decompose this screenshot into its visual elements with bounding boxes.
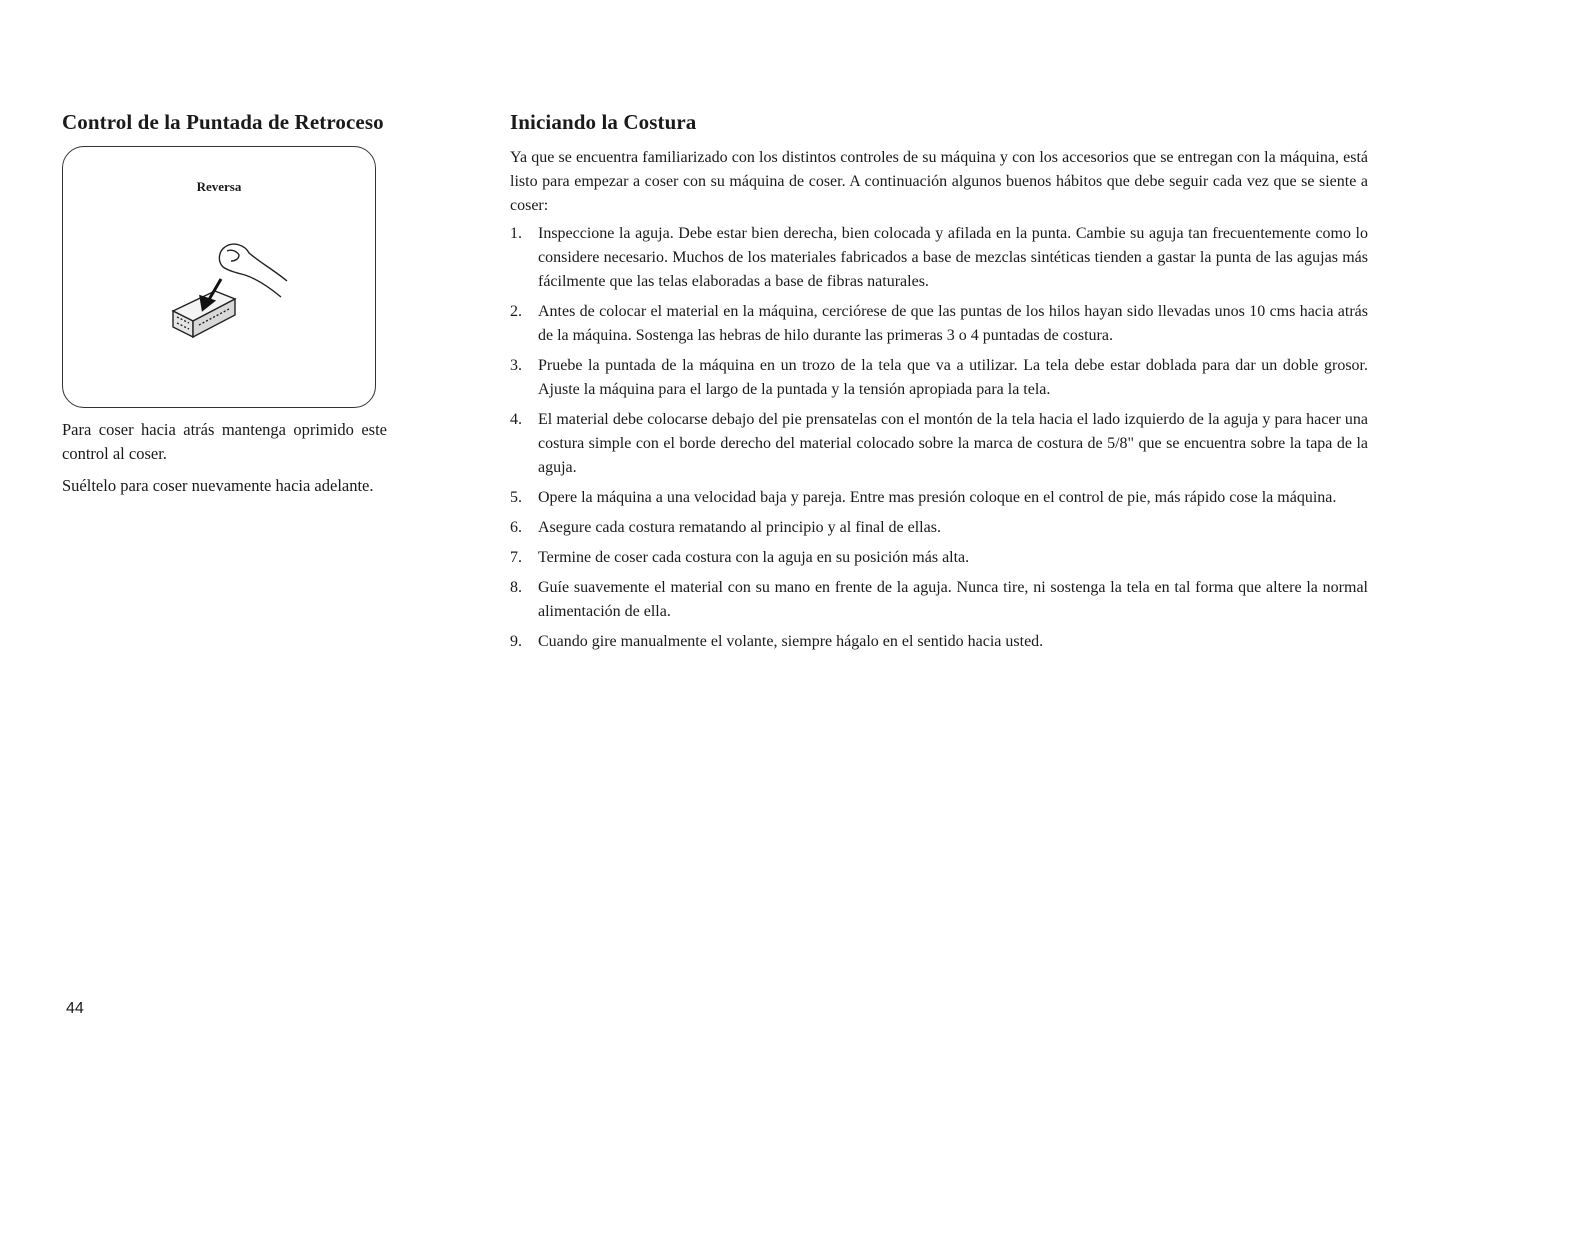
step-text: Termine de coser cada costura con la aguja en su posición más alta.: [538, 549, 970, 566]
list-item: [510, 222, 1368, 294]
step-text: El material debe colocarse debajo del pie prensatelas con el montón de la tela hacia el lado izquierdo de la aguja y para hacer una costura simple con el borde derecho del material colocado sobre la marca de costura de 5/8" que se encuentra sobre la tapa de la aguja.: [538, 411, 1368, 476]
step-number: 4.: [510, 411, 522, 428]
step-text: Pruebe la puntada de la máquina en un trozo de la tela que va a utilizar. La tela debe estar doblada para dar un doble grosor. Ajuste la máquina para el largo de la puntada y la tensión apropiada para la tela.: [538, 357, 1368, 398]
step-text: Asegure cada costura rematando al principio y al final de ellas.: [538, 519, 941, 536]
reverse-instruction-2: Suéltelo para coser nuevamente hacia adelante.: [62, 476, 374, 495]
list-item: [510, 354, 1368, 402]
list-item: [510, 576, 1368, 624]
step-text: Guíe suavemente el material con su mano en frente de la aguja. Nunca tire, ni sostenga la tela en tal forma que altere la normal alimentación de ella.: [538, 579, 1368, 620]
intro-paragraph: Ya que se encuentra familiarizado con los distintos controles de su máquina y con los accesorios que se entregan con la máquina, está listo para empezar a coser con su máquina de coser. A continuación algunos buenos hábitos que debe seguir cada vez que se siente a coser:: [510, 149, 1368, 214]
step-number: 7.: [510, 549, 522, 566]
step-number: 5.: [510, 489, 522, 506]
list-item: [510, 630, 1368, 654]
sewing-steps-list: [510, 222, 1368, 654]
step-text: Inspeccione la aguja. Debe estar bien derecha, bien colocada y afilada en la punta. Cambie su aguja tan frecuentemente como lo considere necesario. Muchos de los materiales fabricados a base de mezclas sintéticas tienden a gastar la punta de las agujas más fácilmente que las telas elaboradas a base de fibras naturales.: [538, 225, 1368, 290]
reverse-lever-figure: [62, 146, 376, 408]
left-column: [62, 110, 387, 498]
finger-pressing-lever-illustration: [163, 239, 293, 349]
finger-icon: [219, 244, 287, 297]
list-item: [510, 408, 1368, 480]
figure-label: Reversa: [196, 179, 242, 194]
step-text: Antes de colocar el material en la máquina, cerciórese de que las puntas de los hilos hayan sido llevadas unos 10 cms hacia atrás de la máquina. Sostenga las hebras de hilo durante las primeras 3 o 4 puntadas de costura.: [538, 303, 1368, 344]
list-item: [510, 546, 1368, 570]
step-number: 8.: [510, 579, 522, 596]
step-number: 1.: [510, 225, 522, 242]
reverse-stitch-title: Control de la Puntada de Retroceso: [62, 110, 384, 134]
step-number: 6.: [510, 519, 522, 536]
step-text: Cuando gire manualmente el volante, siempre hágalo en el sentido hacia usted.: [538, 633, 1044, 650]
starting-sewing-title: Iniciando la Costura: [510, 110, 697, 134]
list-item: [510, 300, 1368, 348]
list-item: [510, 486, 1368, 510]
step-text: Opere la máquina a una velocidad baja y pareja. Entre mas presión coloque en el control de pie, más rápido cose la máquina.: [538, 489, 1337, 506]
right-column: [510, 110, 1368, 660]
step-number: 3.: [510, 357, 522, 374]
step-number: 2.: [510, 303, 522, 320]
list-item: [510, 516, 1368, 540]
page-number: 44: [66, 1000, 84, 1017]
step-number: 9.: [510, 633, 522, 650]
reverse-instruction-1: Para coser hacia atrás mantenga oprimido este control al coser.: [62, 420, 387, 463]
